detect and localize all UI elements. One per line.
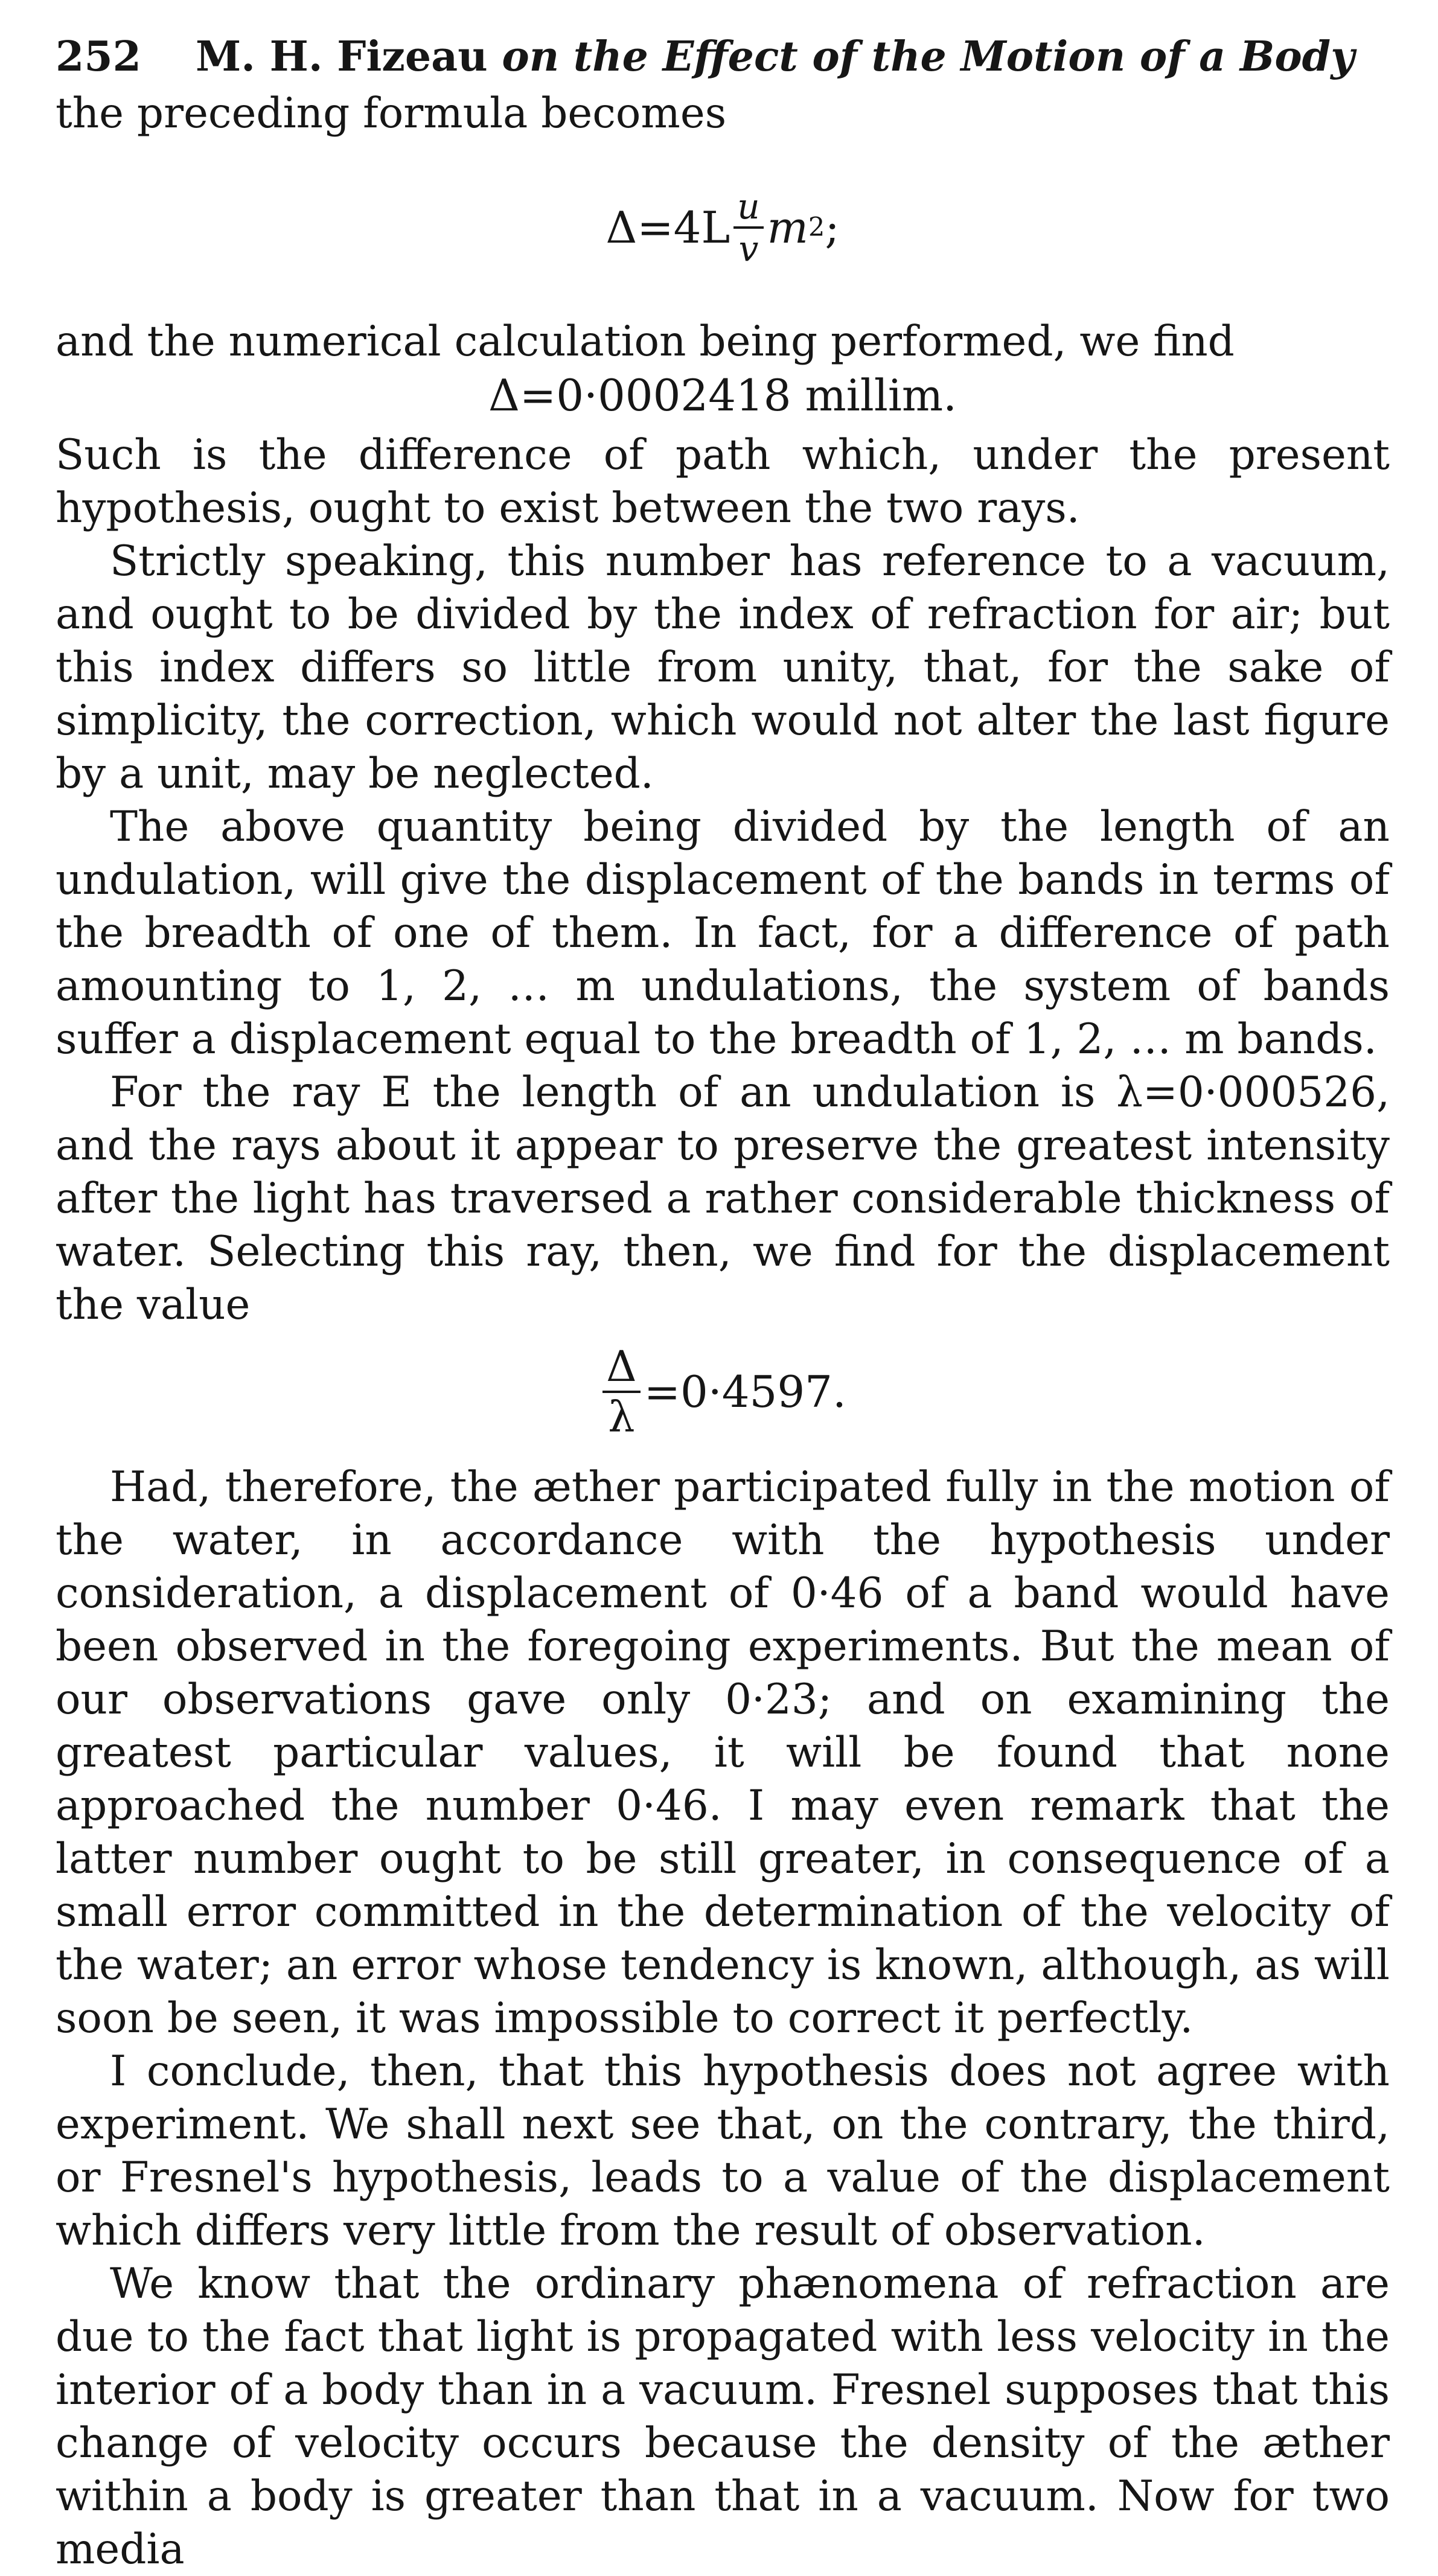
paragraph-3: Such is the difference of path which, under the present hypothesis, ought to exist between the two rays.	[56, 431, 1390, 532]
paragraph-1: the preceding formula becomes	[56, 89, 727, 138]
header-author: M. H. Fizeau	[195, 33, 488, 81]
eq1-fraction	[733, 187, 763, 269]
paragraph-2: and the numerical calculation being performed, we find	[56, 317, 1235, 366]
paragraph-6: For the ray E the length of an undulation is λ=0·000526, and the rays about it appear to preserve the greatest intensity after the light has traversed a rather considerable thickness of water. Selecting this ray, then, we find for the displacement the value	[56, 1068, 1390, 1329]
eq3-rhs: =0·4597.	[644, 1366, 846, 1417]
eq3-denominator: λ	[608, 1392, 635, 1442]
paragraph-8: I conclude, then, that this hypothesis does not agree with experiment. We shall next see that, on the contrary, the third, or Fresnel's hypothesis, leads to a value of the displacement which differs very little from the result of observation.	[56, 2047, 1390, 2255]
eq1-tail: ;	[825, 202, 840, 253]
equation-1	[56, 140, 1390, 315]
eq1-variable: m	[767, 202, 808, 253]
paragraph-5: The above quantity being divided by the length of an undulation, will give the displacement of the bands in terms of the breadth of one of them. In fact, for a difference of path amounting to 1, 2, … m undulations, the system of bands suffer a displacement equal to the breadth of 1, 2, … m bands.	[56, 803, 1390, 1063]
eq1-exponent: 2	[808, 212, 825, 243]
eq1-lhs: Δ=4L	[606, 202, 730, 253]
paragraph-9: We know that the ordinary phænomena of refraction are due to the fact that light is propagated with less velocity in the interior of a body than in a vacuum. Fresnel supposes that this change of velocity occurs because the density of the æther within a body is greater than that in a vacuum. Now for two media	[56, 2260, 1390, 2574]
eq3-numerator: Δ	[602, 1342, 641, 1393]
running-header	[56, 31, 1390, 82]
eq3-fraction	[602, 1342, 641, 1441]
eq1-denominator: v	[738, 228, 759, 269]
paragraph-4: Strictly speaking, this number has reference to a vacuum, and ought to be divided by the index of refraction for air; but this index differs so little from unity, that, for the sake of simplicity, the correction, which would not alter the last figure by a unit, may be neglected.	[56, 537, 1390, 798]
equation-3	[56, 1331, 1390, 1452]
header-title: on the Effect of the Motion of a Body	[502, 33, 1355, 81]
equation-2: Δ=0·0002418 millim.	[488, 370, 957, 421]
paragraph-7: Had, therefore, the æther participated fully in the motion of the water, in accordance with the hypothesis under consideration, a displacement of 0·46 of a band would have been observed in the foregoing experiments. But the mean of our observations gave only 0·23; and on examining the greatest particular values, it will be found that none approached the number 0·46. I may even remark that the latter number ought to be still greater, in consequence of a small error committed in the determination of the velocity of the water; an error whose tendency is known, although, as will soon be seen, it was impossible to correct it perfectly.	[56, 1463, 1390, 2042]
book-page	[56, 31, 1390, 2576]
page-number: 252	[56, 33, 141, 81]
eq1-numerator: u	[733, 187, 763, 229]
